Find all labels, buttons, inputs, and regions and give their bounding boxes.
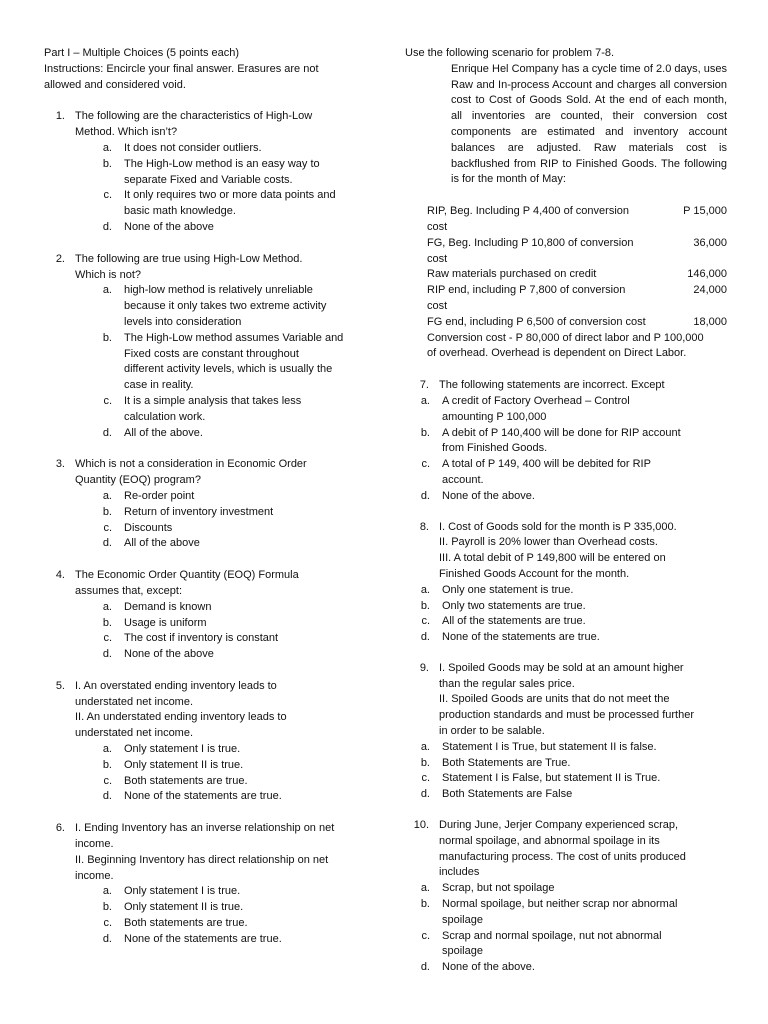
option-text-line: It does not consider outliers. — [124, 141, 262, 154]
option-text-line: Only statement I is true. — [124, 885, 241, 898]
option-text — [124, 283, 326, 330]
data-row — [427, 315, 727, 331]
option-text — [124, 141, 262, 157]
option-letter: d. — [102, 648, 112, 661]
option-text-line: different activity levels, which is usually the — [124, 363, 333, 376]
option-text-line: basic math knowledge. — [124, 205, 236, 218]
option-text-line: amounting P 100,000 — [442, 410, 547, 423]
question-text-line: The following are true using High-Low Method. — [75, 252, 303, 265]
option-text-line: Only two statements are true. — [442, 599, 586, 612]
question-number: 9. — [419, 661, 429, 674]
option-letter: c. — [421, 929, 430, 942]
option-letter: d. — [420, 788, 430, 801]
option-text-line: from Finished Goods. — [442, 442, 548, 455]
answer-option — [413, 756, 727, 772]
question-text — [439, 378, 727, 394]
option-text — [124, 489, 194, 505]
option-letter: a. — [102, 284, 112, 297]
question-stem — [44, 457, 364, 489]
option-text — [124, 616, 207, 632]
question-text — [75, 457, 364, 489]
option-text — [124, 932, 282, 948]
question — [405, 818, 727, 976]
option-text-line: high-low method is relatively unreliable — [124, 284, 313, 297]
question-number: 10. — [413, 819, 429, 832]
data-row — [427, 204, 727, 236]
option-text-line: Return of inventory investment — [124, 505, 274, 518]
question-stem — [44, 568, 364, 600]
answer-option — [413, 897, 727, 929]
question-stem — [44, 821, 364, 884]
data-row — [427, 236, 727, 268]
answer-option — [80, 394, 364, 426]
option-text — [442, 740, 657, 756]
option-text — [442, 929, 662, 961]
answer-option — [80, 884, 364, 900]
option-letter: d. — [102, 426, 112, 439]
question-text-line: III. A total debit of P 149,800 will be entered on — [439, 552, 666, 565]
option-letter: c. — [103, 774, 112, 787]
option-text — [124, 742, 240, 758]
question-text-line: Method. Which isn’t? — [75, 126, 178, 139]
option-text-line: None of the statements are true. — [124, 932, 282, 945]
option-text-line: spoilage — [442, 913, 483, 926]
option-text-line: Discounts — [124, 521, 173, 534]
option-letter: d. — [102, 220, 112, 233]
question-text-line: income. — [75, 838, 114, 851]
answer-option — [80, 536, 364, 552]
option-letter: a. — [420, 583, 430, 596]
scenario-intro: Use the following scenario for problem 7-8. — [405, 47, 615, 59]
option-text-line: Both Statements are True. — [442, 756, 571, 769]
option-text — [442, 489, 535, 505]
option-text — [124, 394, 301, 426]
data-value: 24,000 — [693, 284, 727, 297]
answer-option — [80, 616, 364, 632]
answer-options — [80, 489, 364, 552]
option-letter: c. — [421, 772, 430, 785]
question-text — [75, 252, 364, 284]
question — [44, 568, 364, 663]
question — [44, 252, 364, 442]
question — [405, 661, 727, 803]
option-text-line: All of the above. — [124, 426, 203, 439]
answer-option — [80, 331, 364, 394]
option-letter: a. — [420, 740, 430, 753]
option-text — [442, 457, 651, 489]
part-header: Part I – Multiple Choices (5 points each) — [44, 47, 240, 59]
question-text-line: manufacturing process. The cost of units produced — [439, 850, 686, 863]
option-letter: c. — [103, 394, 112, 407]
option-text-line: The cost if inventory is constant — [124, 632, 279, 645]
answer-options — [80, 283, 364, 441]
option-text-line: calculation work. — [124, 410, 206, 423]
option-text-line: A credit of Factory Overhead – Control — [442, 394, 630, 407]
data-rows — [427, 204, 727, 330]
answer-option — [80, 742, 364, 758]
option-text — [124, 900, 243, 916]
question-text — [439, 520, 727, 583]
right-column — [405, 46, 727, 976]
scenario-data-table — [427, 204, 727, 362]
question-text-line: II. Payroll is 20% lower than Overhead costs. — [439, 536, 658, 549]
option-letter: b. — [102, 505, 112, 518]
option-text-line: because it only takes two extreme activity — [124, 300, 327, 313]
option-text-line: None of the above — [124, 648, 214, 661]
question-text-line: I. Ending Inventory has an inverse relationship on net — [75, 822, 335, 835]
question-number: 2. — [55, 252, 65, 265]
option-text-line: Only statement II is true. — [124, 758, 244, 771]
question-text-line: Which is not a consideration in Economic Order — [75, 458, 307, 471]
option-text-line: Both Statements are False — [442, 788, 573, 801]
answer-options — [413, 881, 727, 976]
answer-option — [413, 929, 727, 961]
option-text — [124, 188, 336, 220]
answer-option — [80, 489, 364, 505]
option-letter: d. — [102, 932, 112, 945]
question-text-line: The following are the characteristics of High-Low — [75, 110, 313, 123]
question-text-line: in order to be salable. — [439, 725, 545, 738]
option-letter: c. — [103, 521, 112, 534]
question-text-line: income. — [75, 869, 114, 882]
question-text-line: I. An overstated ending inventory leads to — [75, 679, 277, 692]
answer-option — [413, 771, 727, 787]
option-letter: d. — [102, 537, 112, 550]
question-stem — [44, 109, 364, 141]
data-value: 36,000 — [693, 236, 727, 249]
question-text-line: Quantity (EOQ) program? — [75, 474, 201, 487]
answer-option — [413, 583, 727, 599]
answer-option — [80, 774, 364, 790]
option-letter: c. — [103, 917, 112, 930]
data-row — [427, 267, 727, 283]
option-text-line: Normal spoilage, but neither scrap nor abnormal — [442, 898, 678, 911]
question-text-line: Finished Goods Account for the month. — [439, 567, 630, 580]
option-text-line: Only statement I is true. — [124, 743, 241, 756]
option-text-line: Both statements are true. — [124, 917, 248, 930]
question-text — [439, 818, 727, 881]
answer-option — [80, 141, 364, 157]
question-text — [75, 679, 364, 742]
data-label: Raw materials purchased on credit — [427, 268, 597, 281]
data-value: P 15,000 — [683, 205, 727, 218]
option-text-line: Re-order point — [124, 489, 195, 502]
option-letter: b. — [420, 898, 430, 911]
option-letter: c. — [421, 615, 430, 628]
question-text-line: than the regular sales price. — [439, 677, 575, 690]
option-text — [442, 426, 681, 458]
question — [405, 520, 727, 646]
option-text-line: separate Fixed and Variable costs. — [124, 173, 293, 186]
option-text — [442, 394, 630, 426]
question-text-line: II. Beginning Inventory has direct relationship on net — [75, 853, 329, 866]
option-letter: a. — [102, 489, 112, 502]
question-text-line: includes — [439, 866, 480, 879]
answer-option — [413, 881, 727, 897]
question-number: 4. — [55, 569, 65, 582]
question-text-line: I. Spoiled Goods may be sold at an amount higher — [439, 661, 684, 674]
option-text — [442, 960, 535, 976]
question — [44, 109, 364, 235]
question-number: 8. — [419, 520, 429, 533]
option-letter: c. — [103, 189, 112, 202]
right-question-list — [405, 378, 727, 976]
option-text — [442, 881, 555, 897]
left-column — [44, 46, 364, 948]
question-number: 1. — [55, 110, 65, 123]
option-letter: a. — [102, 885, 112, 898]
answer-option — [413, 630, 727, 646]
option-text-line: Statement I is False, but statement II is True. — [442, 772, 661, 785]
answer-option — [413, 599, 727, 615]
answer-options — [80, 884, 364, 947]
option-letter: b. — [102, 901, 112, 914]
option-letter: b. — [102, 616, 112, 629]
option-text — [124, 536, 200, 552]
question-text-line: I. Cost of Goods sold for the month is P 335,000. — [439, 520, 677, 533]
question-stem — [405, 818, 727, 881]
data-value: 146,000 — [687, 268, 727, 281]
option-letter: a. — [102, 600, 112, 613]
answer-option — [413, 787, 727, 803]
question-text-line: assumes that, except: — [75, 584, 182, 597]
question-text — [439, 661, 727, 740]
answer-option — [80, 426, 364, 442]
answer-option — [413, 960, 727, 976]
answer-option — [413, 457, 727, 489]
answer-options — [413, 740, 727, 803]
option-letter: d. — [420, 631, 430, 644]
question-text-line: II. Spoiled Goods are units that do not meet the — [439, 693, 670, 706]
option-letter: c. — [103, 632, 112, 645]
answer-options — [80, 141, 364, 236]
question — [44, 679, 364, 805]
data-label: FG end, including P 6,500 of conversion cost — [427, 315, 646, 328]
option-text-line: None of the above. — [442, 489, 535, 502]
option-text — [124, 220, 214, 236]
option-text-line: account. — [442, 473, 484, 486]
answer-options — [80, 600, 364, 663]
option-letter: b. — [102, 331, 112, 344]
question-text — [75, 821, 364, 884]
answer-option — [80, 900, 364, 916]
answer-option — [80, 600, 364, 616]
question-stem — [44, 252, 364, 284]
question-text-line: II. An understated ending inventory leads to — [75, 711, 287, 724]
question-text-line: During June, Jerjer Company experienced scrap, — [439, 819, 679, 832]
answer-option — [413, 426, 727, 458]
option-letter: b. — [420, 756, 430, 769]
option-text-line: levels into consideration — [124, 315, 242, 328]
option-letter: a. — [102, 743, 112, 756]
question — [44, 821, 364, 947]
question-stem — [44, 679, 364, 742]
option-letter: a. — [420, 882, 430, 895]
answer-option — [80, 758, 364, 774]
option-text-line: Scrap and normal spoilage, nut not abnormal — [442, 929, 662, 942]
question-stem — [405, 661, 727, 740]
conversion-note-line-1: Conversion cost - P 80,000 of direct labor and P 100,000 — [427, 331, 704, 344]
option-text-line: None of the above — [124, 220, 214, 233]
data-label: RIP, Beg. Including P 4,400 of conversion cost — [427, 205, 630, 233]
option-text-line: A total of P 149, 400 will be debited for RIP — [442, 458, 651, 471]
option-text-line: case in reality. — [124, 379, 194, 392]
option-letter: d. — [102, 790, 112, 803]
option-text-line: It is a simple analysis that takes less — [124, 394, 302, 407]
answer-option — [413, 489, 727, 505]
question-number: 6. — [55, 822, 65, 835]
question — [405, 378, 727, 504]
option-text-line: Usage is uniform — [124, 616, 207, 629]
question-text-line: production standards and must be processed further — [439, 709, 694, 722]
option-text-line: Statement I is True, but statement II is false. — [442, 740, 657, 753]
answer-options — [413, 394, 727, 505]
answer-options — [80, 742, 364, 805]
option-text — [124, 521, 172, 537]
answer-option — [80, 283, 364, 330]
option-text-line: A debit of P 140,400 will be done for RIP account — [442, 426, 681, 439]
question-text — [75, 109, 364, 141]
data-label: RIP end, including P 7,800 of conversion cost — [427, 284, 626, 312]
option-text — [442, 771, 660, 787]
instructions-line-1: Instructions: Encircle your final answer. Erasures are not — [44, 62, 319, 75]
question-text-line: understated net income. — [75, 727, 194, 740]
answer-option — [80, 647, 364, 663]
question — [44, 457, 364, 552]
option-text — [442, 897, 677, 929]
option-text — [124, 505, 273, 521]
option-text — [124, 331, 343, 394]
answer-option — [80, 220, 364, 236]
option-text-line: Scrap, but not spoilage — [442, 882, 555, 895]
question-text-line: Which is not? — [75, 268, 142, 281]
option-letter: b. — [420, 599, 430, 612]
question-text-line: normal spoilage, and abnormal spoilage in its — [439, 834, 660, 847]
option-text — [124, 916, 248, 932]
data-row — [427, 283, 727, 315]
option-text-line: The High-Low method assumes Variable and — [124, 331, 344, 344]
answer-option — [80, 631, 364, 647]
option-text — [442, 614, 586, 630]
answer-option — [80, 188, 364, 220]
option-text-line: Only one statement is true. — [442, 583, 574, 596]
question-stem — [405, 378, 727, 394]
question-number: 7. — [419, 379, 429, 392]
option-letter: a. — [420, 394, 430, 407]
option-text-line: spoilage — [442, 945, 483, 958]
answer-option — [413, 614, 727, 630]
option-text-line: None of the above. — [442, 961, 535, 974]
answer-option — [80, 157, 364, 189]
option-letter: d. — [420, 961, 430, 974]
option-text — [442, 599, 586, 615]
option-text — [124, 631, 278, 647]
option-text — [124, 426, 203, 442]
answer-option — [80, 505, 364, 521]
option-letter: d. — [420, 489, 430, 502]
option-text-line: It only requires two or more data points and — [124, 189, 336, 202]
option-text — [124, 647, 214, 663]
option-text — [124, 884, 240, 900]
answer-option — [80, 916, 364, 932]
question-number: 3. — [55, 458, 65, 471]
option-text — [442, 787, 572, 803]
question-text-line: The Economic Order Quantity (EOQ) Formula — [75, 569, 299, 582]
option-text — [124, 789, 282, 805]
option-text — [442, 630, 600, 646]
option-text-line: The High-Low method is an easy way to — [124, 157, 320, 170]
option-text — [124, 758, 243, 774]
option-text-line: Demand is known — [124, 600, 212, 613]
instructions-line-2: allowed and considered void. — [44, 78, 186, 91]
option-text-line: All of the statements are true. — [442, 615, 586, 628]
left-question-list — [44, 109, 364, 947]
option-letter: b. — [102, 758, 112, 771]
option-text — [442, 583, 573, 599]
answer-option — [413, 394, 727, 426]
option-letter: c. — [421, 458, 430, 471]
answer-option — [80, 932, 364, 948]
scenario-body: Enrique Hel Company has a cycle time of 2.0 days, uses Raw and In-process Account and charges all conversion cost to Cost of Goods Sold. At the end of each month, all inventories are counted, their conversion cost components are estimated and inventory account balances are adjusted. Raw materials cost is backflushed from RIP to Finished Goods. The following is for the month of May: — [451, 62, 727, 186]
question-text-line: The following statements are incorrect. Except — [439, 379, 665, 392]
option-text — [124, 774, 248, 790]
question-text — [75, 568, 364, 600]
option-text-line: None of the statements are true. — [442, 631, 600, 644]
data-label: FG, Beg. Including P 10,800 of conversion cost — [427, 236, 634, 265]
option-letter: b. — [420, 426, 430, 439]
answer-option — [80, 789, 364, 805]
option-text — [124, 600, 211, 616]
option-text-line: Fixed costs are constant throughout — [124, 347, 299, 360]
option-letter: b. — [102, 157, 112, 170]
conversion-note-line-2: of overhead. Overhead is dependent on Direct Labor. — [427, 347, 687, 360]
option-text-line: None of the statements are true. — [124, 790, 282, 803]
question-stem — [405, 520, 727, 583]
answer-options — [413, 583, 727, 646]
option-letter: a. — [102, 141, 112, 154]
answer-option — [80, 521, 364, 537]
option-text — [442, 756, 570, 772]
question-number: 5. — [55, 679, 65, 692]
option-text — [124, 157, 320, 189]
data-value: 18,000 — [693, 315, 727, 328]
option-text-line: Only statement II is true. — [124, 901, 244, 914]
option-text-line: All of the above — [124, 537, 200, 550]
option-text-line: Both statements are true. — [124, 774, 248, 787]
answer-option — [413, 740, 727, 756]
question-text-line: understated net income. — [75, 695, 194, 708]
